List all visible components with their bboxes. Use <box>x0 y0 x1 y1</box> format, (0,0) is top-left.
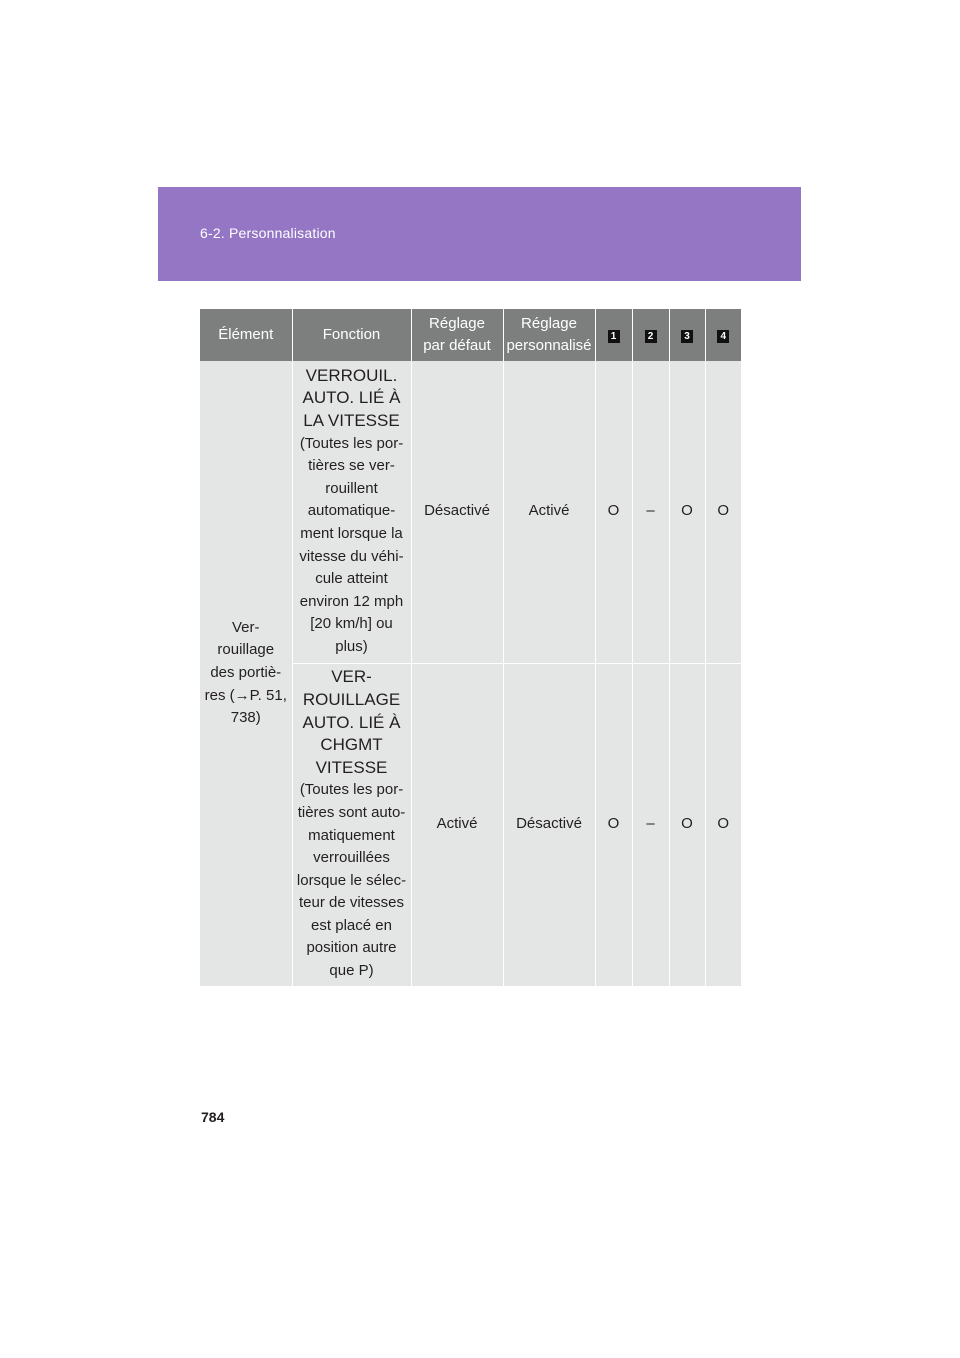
function-description: est placé en <box>311 916 392 934</box>
function-name: VER- <box>331 667 372 687</box>
function-description: [20 km/h] ou <box>310 615 393 633</box>
function-description: (Toutes les por- <box>299 781 404 799</box>
function-name: CHGMT <box>320 735 383 755</box>
function-name: ROUILLAGE <box>302 689 401 709</box>
header-default-line2: par défaut <box>423 337 491 354</box>
method-4-cell: O <box>705 361 741 663</box>
method-2-cell: – <box>632 361 669 663</box>
number-4-icon: 4 <box>717 330 729 343</box>
default-setting-cell: Activé <box>411 663 503 986</box>
function-cell <box>292 361 411 663</box>
settings-table <box>200 309 741 987</box>
element-line: des portiè- <box>210 663 282 681</box>
function-description: rouillent <box>325 479 378 497</box>
function-description: lorsque le sélec- <box>296 871 407 889</box>
element-cell <box>200 361 292 986</box>
element-line: 738) <box>230 709 261 727</box>
element-line: res (→P. 51, <box>204 686 287 704</box>
header-col-3 <box>669 309 705 361</box>
number-1-icon: 1 <box>608 330 620 343</box>
function-cell <box>292 663 411 986</box>
section-title: 6-2. Personnalisation <box>200 225 336 241</box>
number-3-icon: 3 <box>681 330 693 343</box>
function-description: environ 12 mph <box>299 592 404 610</box>
function-description: tières sont auto- <box>297 803 406 821</box>
function-description: matiquement <box>308 826 395 844</box>
function-name: AUTO. LIÉ À <box>302 388 401 408</box>
element-line: rouillage <box>217 641 275 659</box>
header-col-2 <box>632 309 669 361</box>
function-description: position autre <box>306 939 397 957</box>
method-3-cell: O <box>669 663 705 986</box>
function-name: VITESSE <box>315 757 388 777</box>
method-3-cell: O <box>669 361 705 663</box>
header-element: Élément <box>200 309 292 361</box>
default-setting-cell: Désactivé <box>411 361 503 663</box>
header-default-line1: Réglage <box>429 315 485 332</box>
section-header-band <box>158 187 801 281</box>
custom-setting-cell: Désactivé <box>503 663 595 986</box>
header-col-4 <box>705 309 741 361</box>
function-description: ment lorsque la <box>300 525 403 543</box>
function-description: vitesse du véhi- <box>299 547 404 565</box>
function-description: tières se ver- <box>308 457 395 475</box>
table-header-row <box>200 309 741 361</box>
function-description: cule atteint <box>315 570 388 588</box>
header-custom-line2: personnalisé <box>506 337 592 354</box>
function-name: LA VITESSE <box>303 411 400 431</box>
number-2-icon: 2 <box>645 330 657 343</box>
header-function: Fonction <box>292 309 411 361</box>
function-description: verrouillées <box>313 849 390 867</box>
function-name: AUTO. LIÉ À <box>302 712 401 732</box>
function-description: (Toutes les por- <box>299 434 404 452</box>
function-description: que P) <box>329 962 374 980</box>
header-default-setting <box>411 309 503 361</box>
method-1-cell: O <box>595 663 632 986</box>
custom-setting-cell: Activé <box>503 361 595 663</box>
page-number: 784 <box>201 1109 225 1125</box>
header-custom-setting <box>503 309 595 361</box>
table-row <box>200 361 741 663</box>
method-4-cell: O <box>705 663 741 986</box>
method-1-cell: O <box>595 361 632 663</box>
function-name: VERROUIL. <box>305 365 398 385</box>
method-2-cell: – <box>632 663 669 986</box>
header-col-1 <box>595 309 632 361</box>
function-description: teur de vitesses <box>298 894 405 912</box>
element-line: Ver- <box>231 618 260 636</box>
header-custom-line1: Réglage <box>521 315 577 332</box>
function-description: automatique- <box>307 502 396 520</box>
function-description: plus) <box>335 638 368 656</box>
